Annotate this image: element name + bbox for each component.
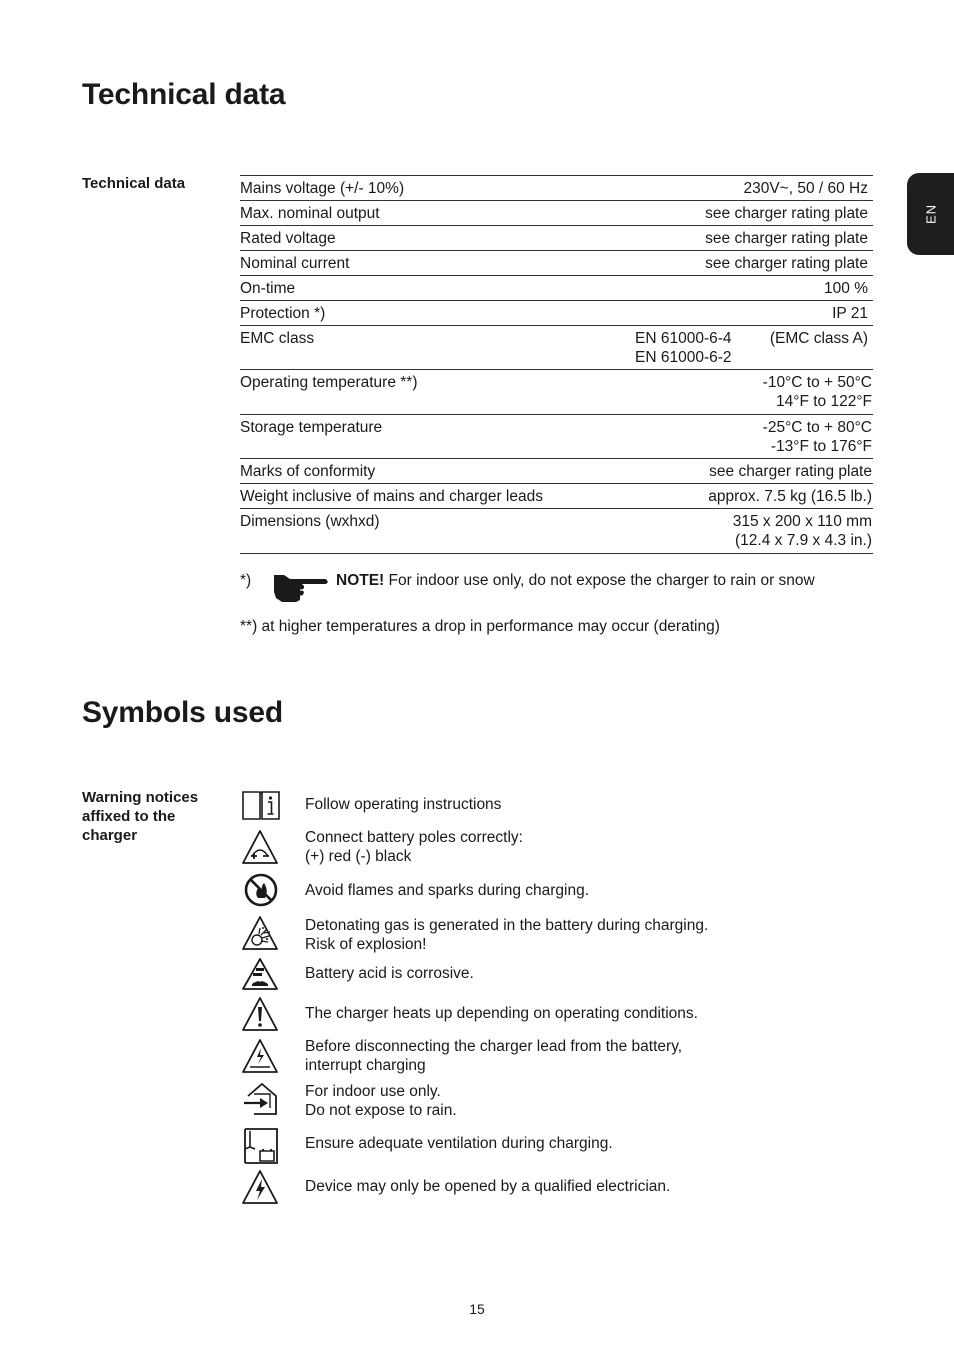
list-item xyxy=(305,1037,682,1075)
table-row xyxy=(240,459,873,484)
side-label-warning-notices: Warning notices affixed to the charger xyxy=(82,789,199,844)
list-item xyxy=(305,1082,457,1120)
row-value: see charger rating plate xyxy=(705,205,868,222)
symbol-description-line2: interrupt charging xyxy=(305,1057,426,1074)
technical-data-table xyxy=(240,175,873,554)
row-label: Protection *) xyxy=(240,305,326,322)
note-text xyxy=(336,572,815,590)
row-label: Operating temperature **) xyxy=(240,374,418,391)
ventilation-icon xyxy=(240,1127,282,1170)
explosion-icon xyxy=(240,914,280,957)
table-row xyxy=(240,415,873,459)
note-body: For indoor use only, do not expose the charger to rain or snow xyxy=(384,572,815,589)
value-line-fahrenheit: 14°F to 122°F xyxy=(776,393,872,410)
note-marker: *) xyxy=(240,572,252,589)
row-label: Dimensions (wxhxd) xyxy=(240,513,380,530)
row-label: EMC class xyxy=(240,330,315,347)
symbol-description: Follow operating instructions xyxy=(305,796,502,813)
symbol-description: Connect battery poles correctly: xyxy=(305,829,523,846)
row-value: see charger rating plate xyxy=(705,255,868,272)
manual-info-icon xyxy=(240,790,282,827)
row-label: On-time xyxy=(240,280,296,297)
table-row xyxy=(240,484,873,509)
list-item xyxy=(305,1177,670,1196)
value-line-celsius: -25°C to + 80°C xyxy=(762,419,872,436)
indoor-use-icon xyxy=(240,1082,280,1121)
emc-class-value: (EMC class A) xyxy=(769,330,868,347)
row-label: Weight inclusive of mains and charger leads xyxy=(240,488,543,505)
symbol-description-line2: Risk of explosion! xyxy=(305,936,427,953)
table-row xyxy=(240,201,873,226)
table-row xyxy=(240,326,873,370)
symbol-description: Device may only be opened by a qualified electrician. xyxy=(305,1178,671,1195)
row-value xyxy=(733,512,872,550)
high-voltage-icon xyxy=(240,1168,280,1211)
symbol-description: Detonating gas is generated in the battery during charging. xyxy=(305,917,709,934)
corrosive-icon xyxy=(240,956,280,997)
list-item xyxy=(305,881,589,900)
row-value: approx. 7.5 kg (16.5 lb.) xyxy=(708,488,872,505)
row-label: Nominal current xyxy=(240,255,350,272)
section-title-symbols-used: Symbols used xyxy=(82,696,283,729)
note-label: NOTE! xyxy=(336,572,385,589)
table-row xyxy=(240,276,873,301)
row-value: 230V~, 50 / 60 Hz xyxy=(743,180,868,197)
value-line-imperial: (12.4 x 7.9 x 4.3 in.) xyxy=(735,532,872,549)
list-item xyxy=(305,828,523,866)
footnote-derating: **) at higher temperatures a drop in performance may occur (derating) xyxy=(240,618,720,635)
list-item xyxy=(305,964,474,983)
value-line-metric: 315 x 200 x 110 mm xyxy=(732,513,872,530)
list-item xyxy=(305,795,501,814)
table-row xyxy=(240,370,873,415)
row-value: IP 21 xyxy=(832,305,868,322)
table-row xyxy=(240,251,873,276)
list-item xyxy=(305,1134,613,1153)
symbol-description-line2: Do not expose to rain. xyxy=(305,1102,457,1119)
language-tab[interactable] xyxy=(907,173,954,255)
row-value: see charger rating plate xyxy=(709,463,872,480)
row-label: Rated voltage xyxy=(240,230,336,247)
row-label: Max. nominal output xyxy=(240,205,380,222)
side-label-technical-data: Technical data xyxy=(82,175,186,192)
table-row xyxy=(240,301,873,326)
list-item xyxy=(305,916,708,954)
list-item xyxy=(305,1004,698,1023)
row-label: Storage temperature xyxy=(240,419,383,436)
symbol-description: Battery acid is corrosive. xyxy=(305,965,474,982)
language-tab-label: EN xyxy=(923,203,938,225)
page-number: 15 xyxy=(469,1301,485,1317)
pointing-hand-icon xyxy=(272,570,330,611)
symbol-description: For indoor use only. xyxy=(305,1083,441,1100)
value-line-fahrenheit: -13°F to 176°F xyxy=(770,438,872,455)
symbol-description: Avoid flames and sparks during charging. xyxy=(305,882,590,899)
symbol-description: The charger heats up depending on operating conditions. xyxy=(305,1005,698,1022)
table-row xyxy=(240,509,873,554)
row-value: see charger rating plate xyxy=(705,230,868,247)
value-line-celsius: -10°C to + 50°C xyxy=(762,374,872,391)
row-value xyxy=(763,373,872,411)
table-row xyxy=(240,176,873,201)
symbol-description: Before disconnecting the charger lead from the battery, xyxy=(305,1038,683,1055)
disconnect-warning-icon xyxy=(240,1037,280,1080)
hot-surface-icon xyxy=(240,995,280,1038)
emc-standard-2: EN 61000-6-2 xyxy=(635,349,732,366)
symbol-description-line2: (+) red (-) black xyxy=(305,848,412,865)
emc-standard-1: EN 61000-6-4 xyxy=(635,330,732,347)
section-title-technical-data: Technical data xyxy=(82,78,286,111)
emc-standards xyxy=(635,329,732,367)
symbol-description: Ensure adequate ventilation during charging. xyxy=(305,1135,613,1152)
battery-polarity-icon xyxy=(240,828,280,871)
row-value xyxy=(763,418,872,456)
no-flames-icon xyxy=(240,871,280,914)
row-label: Mains voltage (+/- 10%) xyxy=(240,180,405,197)
row-label: Marks of conformity xyxy=(240,463,376,480)
row-value: 100 % xyxy=(824,280,868,297)
table-row xyxy=(240,226,873,251)
